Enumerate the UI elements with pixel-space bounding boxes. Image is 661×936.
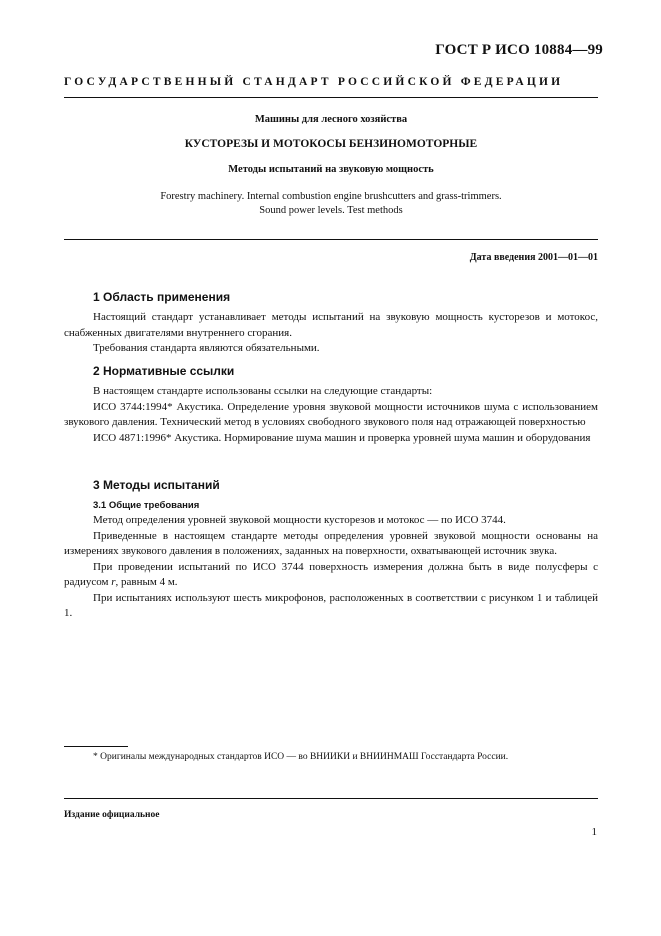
title-english-line1: Forestry machinery. Internal combustion engine brushcutters and grass-trimmers.	[160, 191, 502, 202]
title-divider	[64, 239, 598, 240]
title-group: Машины для лесного хозяйства	[254, 114, 408, 125]
radius-text-a: При проведении испытаний по ИСО 3744 поверхность измерения должна быть в виде полусферы с радиусом	[64, 560, 598, 588]
subsection-3-1-heading: 3.1 Общие требования	[93, 500, 200, 511]
section-2-heading: 2 Нормативные ссылки	[93, 364, 235, 378]
title-main: КУСТОРЕЗЫ И МОТОКОСЫ БЕНЗИНОМОТОРНЫЕ	[184, 138, 478, 150]
section-3-paragraph: При испытаниях используют шесть микрофонов, расположенных в соответствии с рисунком 1 и таблицей 1.	[64, 591, 598, 619]
section-3-paragraph	[64, 560, 598, 591]
section-2-body	[64, 384, 598, 446]
footnote-divider	[64, 746, 128, 747]
radius-variable: r	[111, 576, 116, 588]
section-3-paragraph: Приведенные в настоящем стандарте методы определения уровней звуковой мощности основаны на измерениях звукового давления в положениях, заданных на поверхности, охватывающей источник звука.	[64, 529, 598, 557]
section-1-paragraph: Настоящий стандарт устанавливает методы испытаний на звуковую мощность кусторезов и мотокос, снабженных двигателями внутреннего сгорания.	[64, 311, 598, 339]
title-sub: Методы испытаний на звуковую мощность	[228, 164, 434, 175]
state-standard-title: ГОСУДАРСТВЕННЫЙ СТАНДАРТ РОССИЙСКОЙ ФЕДЕРАЦИИ	[64, 76, 564, 88]
header-divider	[64, 97, 598, 98]
page-number: 1	[591, 826, 597, 838]
section-2-paragraph: ИСО 3744:1994* Акустика. Определение уровня звуковой мощности источников шума с использованием звукового давления. Технический метод в условиях свободного звукового поля над отражающей поверхностью	[64, 400, 598, 428]
section-2-paragraph: ИСО 4871:1996* Акустика. Нормирование шума машин и проверка уровней шума машин и оборудования	[93, 431, 591, 444]
section-3-heading: 3 Методы испытаний	[93, 478, 220, 492]
introduction-date: Дата введения 2001—01—01	[469, 252, 598, 263]
document-code: ГОСТ Р ИСО 10884—99	[435, 42, 603, 58]
section-1-body	[64, 310, 598, 357]
section-1-paragraph: Требования стандарта являются обязательными.	[93, 342, 320, 354]
title-english-line2: Sound power levels. Test methods	[259, 205, 403, 216]
section-1-heading: 1 Область применения	[93, 290, 231, 304]
section-2-paragraph: В настоящем стандарте использованы ссылки на следующие стандарты:	[93, 385, 433, 397]
title-english	[64, 190, 598, 218]
radius-text-b: , равным 4 м.	[115, 576, 178, 588]
section-3-paragraph: Метод определения уровней звуковой мощности кусторезов и мотокос — по ИСО 3744.	[93, 514, 506, 526]
footer-divider	[64, 798, 598, 799]
footnote: * Оригиналы международных стандартов ИСО — во ВНИИКИ и ВНИИНМАШ Госстандарта России.	[93, 752, 509, 762]
edition-label: Издание официальное	[64, 810, 160, 820]
section-3-body	[64, 513, 598, 622]
